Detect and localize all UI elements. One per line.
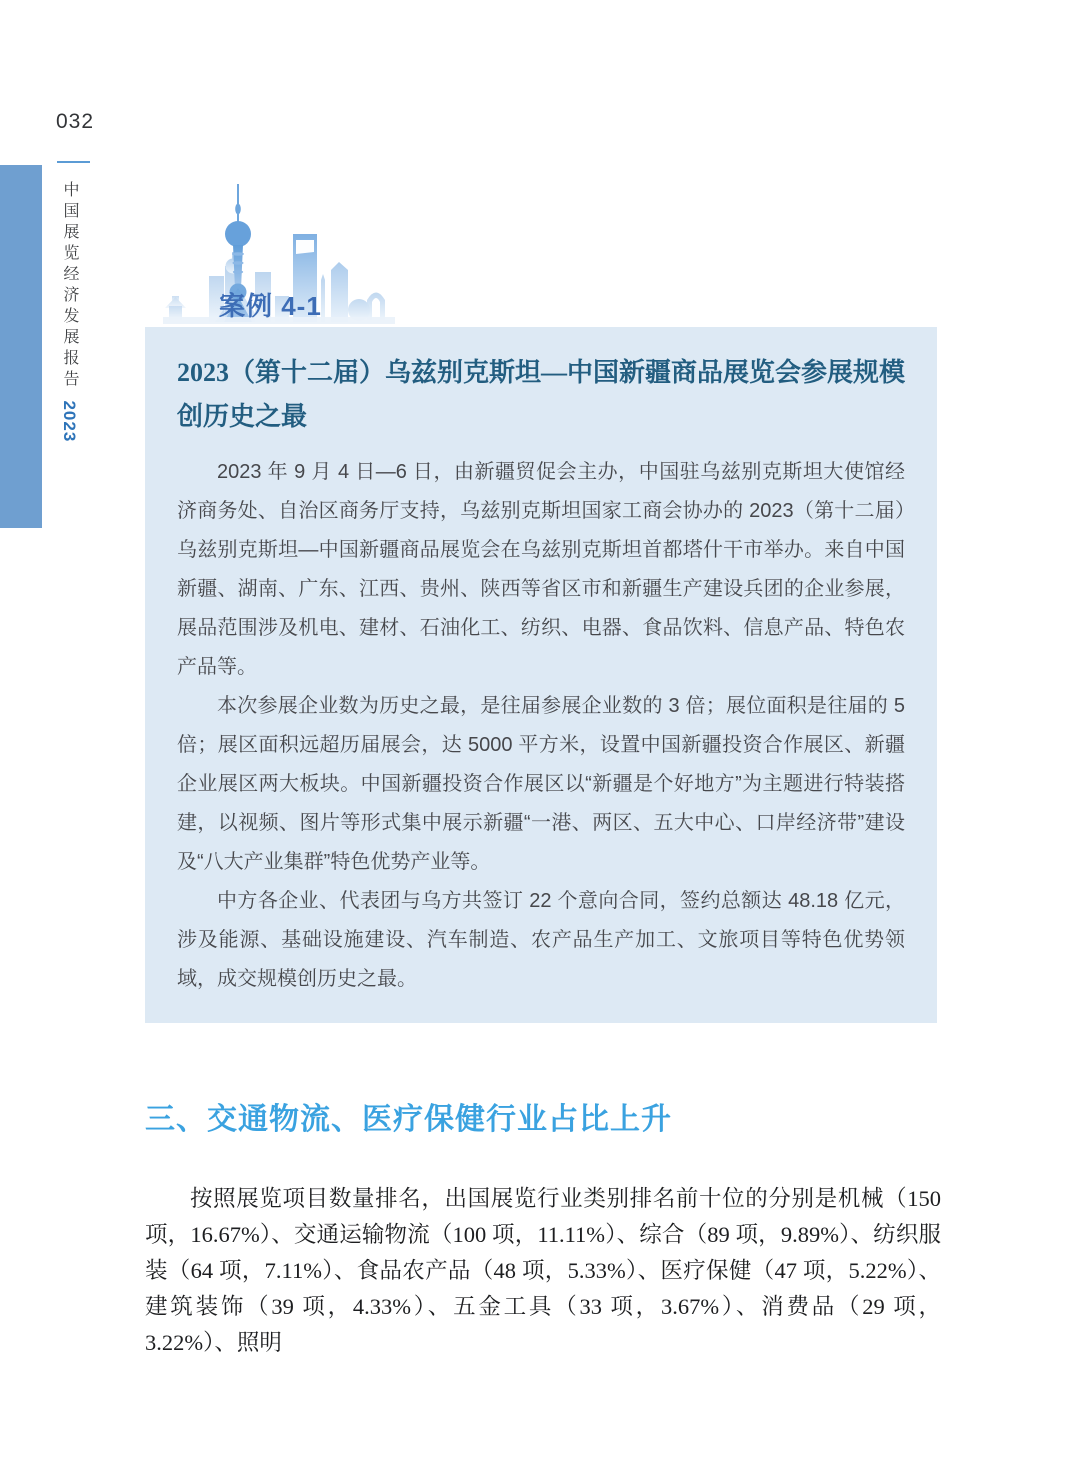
case-paragraph-3: 中方各企业、代表团与乌方共签订 22 个意向合同，签约总额达 48.18 亿元，涉及能源、基础设施建设、汽车制造、农产品生产加工、文旅项目等特色优势领域，成交规模创历史之最。 [177,890,905,990]
section-heading: 三、交通物流、医疗保健行业占比上升 [145,1103,672,1136]
page-number-rule [57,161,90,163]
case-study-box [145,327,937,1023]
case-paragraph-2: 本次参展企业数为历史之最，是往届参展企业数的 3 倍；展位面积是往届的 5 倍；展区面积远超历届展会，达 5000 平方米，设置中国新疆投资合作展区、新疆企业展区两大板块。中国新疆投资合作展区以“新疆是个好地方”为主题进行特装搭建，以视频、图片等形式集中展示新疆“一港、两区、五大中心、口岸经济带”建设及“八大产业集群”特色优势产业等。 [177,695,905,873]
sidebar-report-year: 2023 [60,400,79,443]
ranking-paragraph: 按照展览项目数量排名，出国展览行业类别排名前十位的分别是机械（150 项，16.67%）、交通运输物流（100 项，11.11%）、综合（89 项，9.89%）、纺织服装（64 项，7.11%）、食品农产品（48 项，5.33%）、医疗保健（47 项，5.22%）、建筑装饰（39 项，4.33%）、五金工具（33 项，3.67%）、消费品（29 项，3.22%）、照明 [145,1186,941,1355]
case-paragraph-1: 2023 年 9 月 4 日—6 日，由新疆贸促会主办，中国驻乌兹别克斯坦大使馆经济商务处、自治区商务厅支持，乌兹别克斯坦国家工商会协办的 2023（第十二届）乌兹别克斯坦—中国新疆商品展览会在乌兹别克斯坦首都塔什干市举办。来自中国新疆、湖南、广东、江西、贵州、陕西等省区市和新疆生产建设兵团的企业参展，展品范围涉及机电、建材、石油化工、纺织、电器、食品饮料、信息产品、特色农产品等。 [177,461,905,678]
sidebar-report-title-text: 中国展览经济发展报告 [61,181,78,391]
case-badge: 案例 4-1 [219,291,322,321]
page-number: 032 [56,110,95,133]
sidebar-report-title [57,181,81,481]
left-accent-bar [0,165,42,528]
case-title: 2023（第十二届）乌兹别克斯坦—中国新疆商品展览会参展规模创历史之最 [177,358,906,431]
